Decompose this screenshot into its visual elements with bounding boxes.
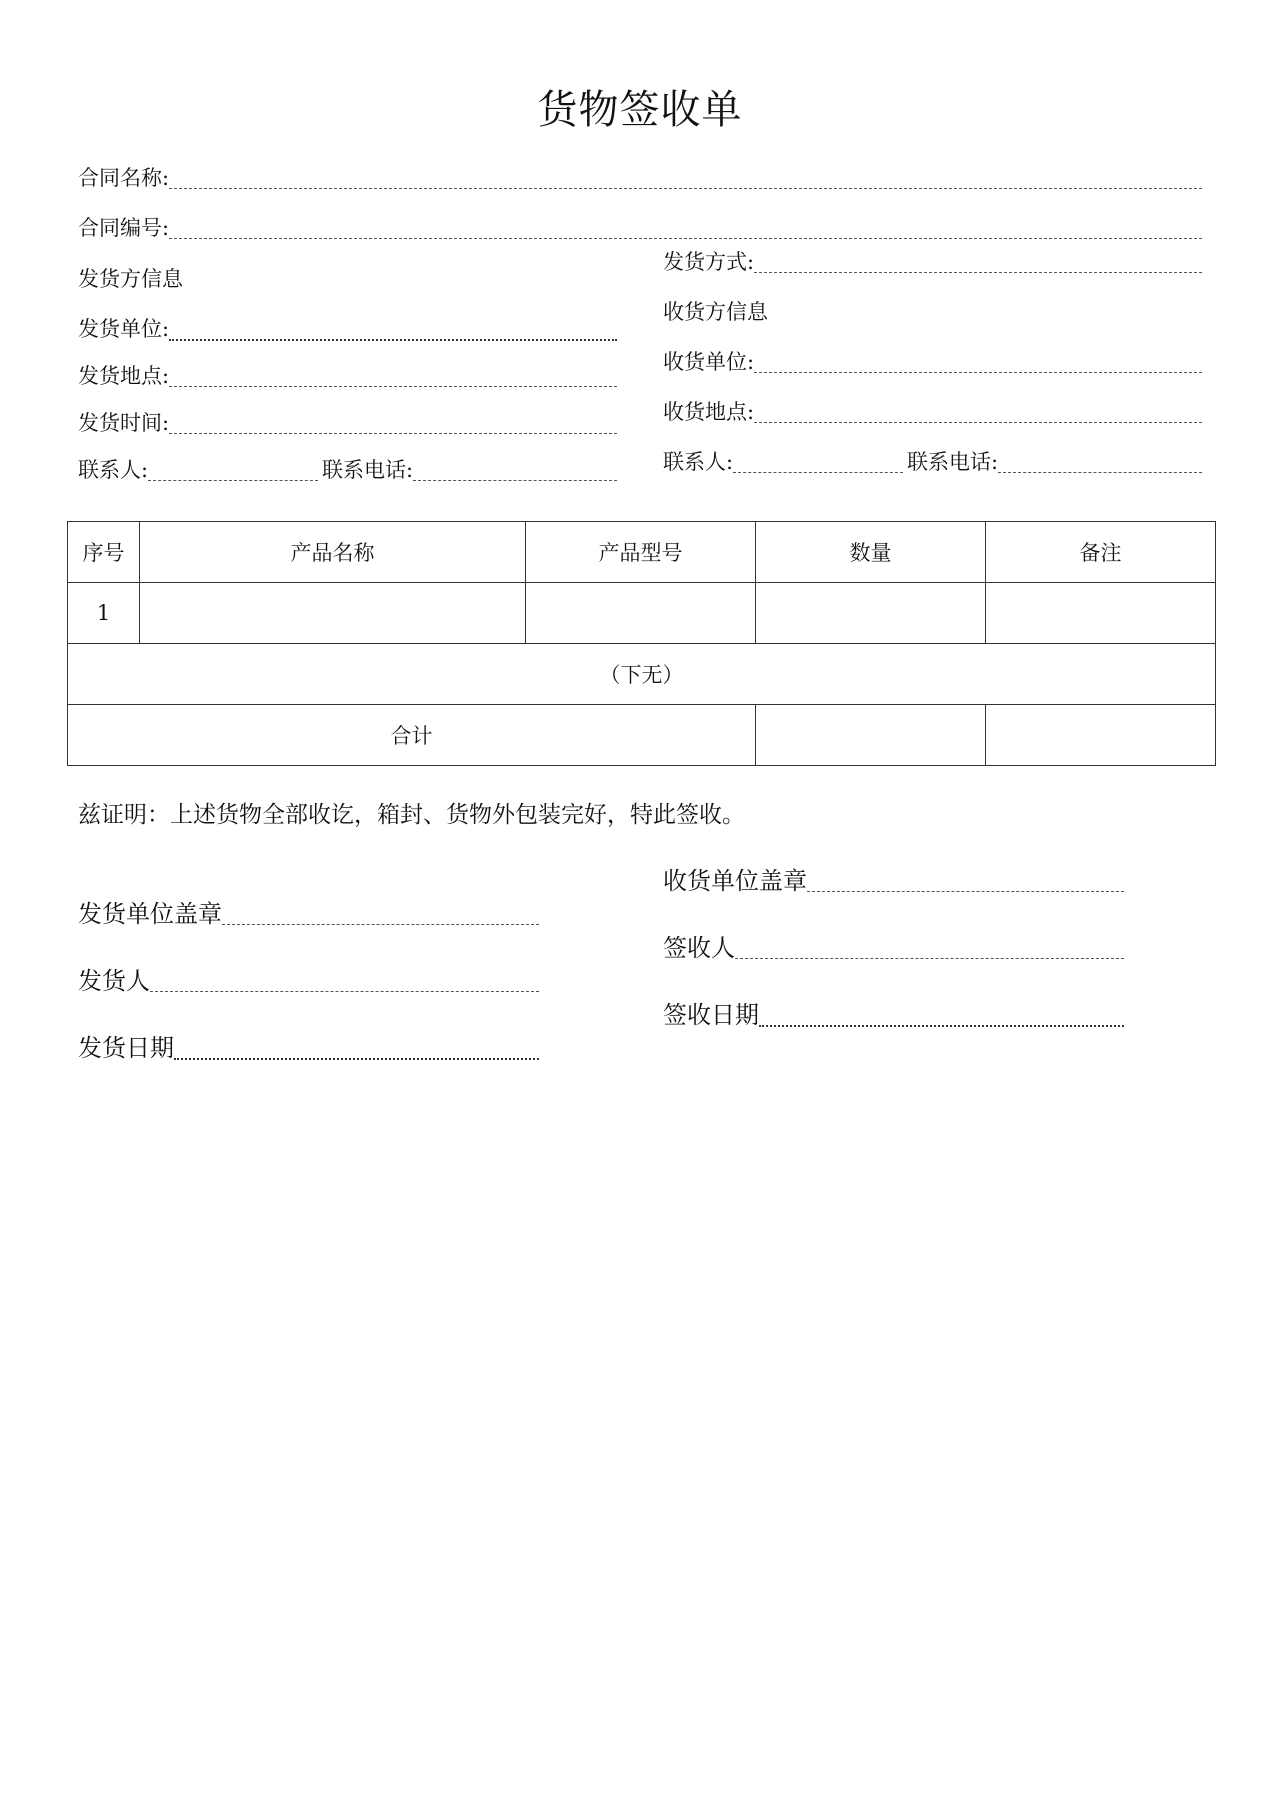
header-product-name: 产品名称	[140, 522, 526, 583]
shipper-time-line[interactable]	[169, 433, 617, 434]
sender-line[interactable]	[150, 991, 539, 992]
table-header-row	[68, 522, 1216, 583]
header-product-model: 产品型号	[526, 522, 756, 583]
signer-label: 签收人	[663, 934, 735, 962]
header-quantity: 数量	[756, 522, 986, 583]
header-index: 序号	[68, 522, 140, 583]
contract-number-field	[78, 213, 1202, 243]
delivery-method-field	[663, 247, 1202, 277]
receiver-section-label: 收货方信息	[663, 300, 768, 324]
total-label-cell: 合计	[68, 705, 756, 766]
receiver-phone-field	[907, 447, 1202, 477]
shipper-time-label: 发货时间:	[78, 411, 170, 435]
sender-seal-label: 发货单位盖章	[78, 900, 222, 928]
receiver-seal-line[interactable]	[807, 891, 1124, 892]
sender-seal-field	[78, 897, 539, 931]
contract-number-label: 合同编号:	[78, 216, 170, 240]
delivery-method-line[interactable]	[754, 272, 1202, 273]
sign-date-line[interactable]	[759, 1025, 1124, 1027]
row-remark-cell[interactable]	[986, 583, 1216, 644]
signer-field	[663, 931, 1124, 965]
goods-table	[67, 521, 1216, 766]
shipper-phone-label: 联系电话:	[322, 458, 414, 482]
shipper-location-field	[78, 361, 617, 391]
sender-label: 发货人	[78, 967, 150, 995]
shipper-phone-line[interactable]	[413, 480, 617, 481]
receiver-seal-label: 收货单位盖章	[663, 867, 807, 895]
receiver-phone-line[interactable]	[998, 472, 1202, 473]
shipper-time-field	[78, 408, 617, 438]
contract-name-line[interactable]	[169, 188, 1202, 189]
contract-name-field	[78, 163, 1202, 193]
signer-line[interactable]	[735, 958, 1124, 959]
shipper-unit-field	[78, 314, 617, 344]
receiver-contact-field	[663, 447, 903, 477]
page-title: 货物签收单	[537, 87, 743, 133]
send-date-label: 发货日期	[78, 1034, 174, 1062]
shipper-phone-field	[322, 455, 617, 485]
receiver-contact-label: 联系人:	[663, 450, 734, 474]
shipper-unit-line[interactable]	[169, 339, 617, 341]
receiver-location-label: 收货地点:	[663, 400, 755, 424]
receiver-location-field	[663, 397, 1202, 427]
shipper-contact-field	[78, 455, 318, 485]
delivery-method-label: 发货方式:	[663, 250, 755, 274]
table-row	[68, 583, 1216, 644]
header-remark: 备注	[986, 522, 1216, 583]
send-date-field	[78, 1031, 539, 1065]
sign-date-label: 签收日期	[663, 1001, 759, 1029]
row-product-model-cell[interactable]	[526, 583, 756, 644]
receiver-location-line[interactable]	[754, 422, 1202, 423]
receiver-unit-field	[663, 347, 1202, 377]
total-quantity-cell[interactable]	[756, 705, 986, 766]
row-index-cell: 1	[68, 583, 140, 644]
table-no-more-row	[68, 644, 1216, 705]
no-more-cell: （下无）	[68, 644, 1216, 705]
shipper-contact-label: 联系人:	[78, 458, 149, 482]
row-product-name-cell[interactable]	[140, 583, 526, 644]
receiver-phone-label: 联系电话:	[907, 450, 999, 474]
contract-name-label: 合同名称:	[78, 166, 170, 190]
sign-date-field	[663, 998, 1124, 1032]
sender-seal-line[interactable]	[222, 924, 539, 925]
shipper-contact-line[interactable]	[148, 480, 318, 481]
contract-number-line[interactable]	[169, 238, 1202, 239]
total-remark-cell[interactable]	[986, 705, 1216, 766]
send-date-line[interactable]	[174, 1058, 539, 1060]
receiver-seal-field	[663, 864, 1124, 898]
shipper-unit-label: 发货单位:	[78, 317, 170, 341]
receipt-statement: 兹证明：上述货物全部收讫，箱封、货物外包装完好，特此签收。	[78, 802, 745, 828]
table-total-row	[68, 705, 1216, 766]
receiver-contact-line[interactable]	[733, 472, 903, 473]
shipper-location-line[interactable]	[169, 386, 617, 387]
sender-field	[78, 964, 539, 998]
receiver-unit-label: 收货单位:	[663, 350, 755, 374]
row-quantity-cell[interactable]	[756, 583, 986, 644]
shipper-section-label: 发货方信息	[78, 267, 183, 291]
shipper-location-label: 发货地点:	[78, 364, 170, 388]
receiver-unit-line[interactable]	[754, 372, 1202, 373]
